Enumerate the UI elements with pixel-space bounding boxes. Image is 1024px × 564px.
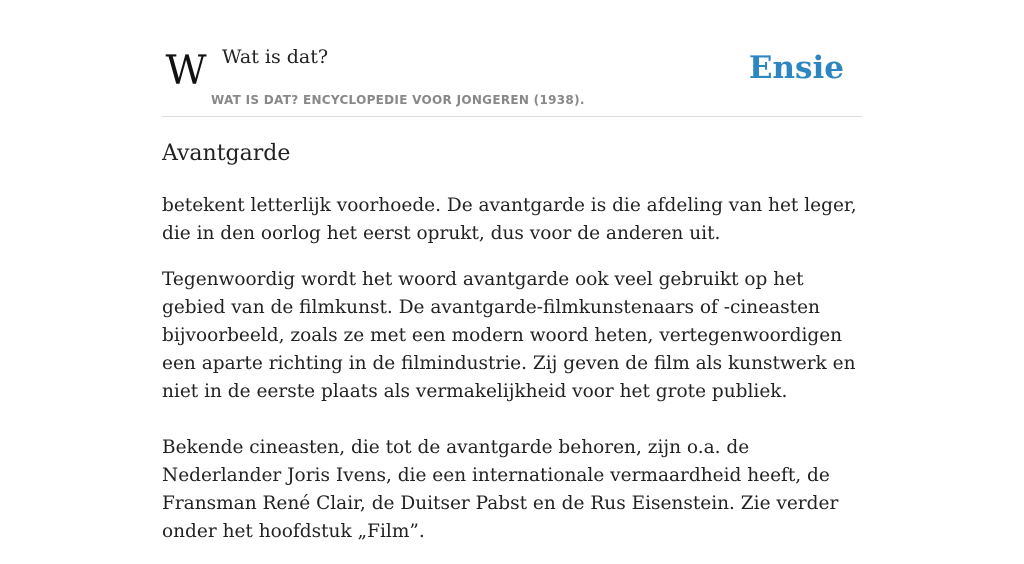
article-paragraph: Bekende cineasten, die tot de avantgarde behoren, zijn o.a. de Nederlander Joris Ivens, die een internationale vermaardheid heeft, de Fransman René Clair, de Duitser Pabst en de Rus Eisenstein. Zie verder onder het hoofdstuk „Film”. [162, 437, 839, 542]
article-paragraph: Tegenwoordig wordt het woord avantgarde ook veel gebruikt op het gebied van de filmkunst. De avantgarde-filmkunstenaars of -cineasten bijvoorbeeld, zoals ze met een modern woord heten, vertegenwoordigen een aparte richting in de filmindustrie. Zij geven de film als kunstwerk en niet in de eerste plaats als vermakelijkheid voor het grote publiek. [162, 269, 856, 402]
page-header [162, 40, 862, 117]
site-title[interactable]: Wat is dat? [222, 46, 329, 68]
wikipedia-w-icon[interactable] [164, 48, 208, 94]
article-title: Avantgarde [162, 141, 291, 166]
article [162, 138, 862, 564]
brand-logo[interactable]: Ensie [748, 50, 844, 86]
svg-text:W: W [165, 48, 207, 94]
article-paragraph: betekent letterlijk voorhoede. De avantgarde is die afdeling van het leger, die in den oorlog het eerst oprukt, dus voor de anderen uit. [162, 195, 857, 244]
site-subtitle: WAT IS DAT? ENCYCLOPEDIE VOOR JONGEREN (1938). [211, 93, 585, 107]
